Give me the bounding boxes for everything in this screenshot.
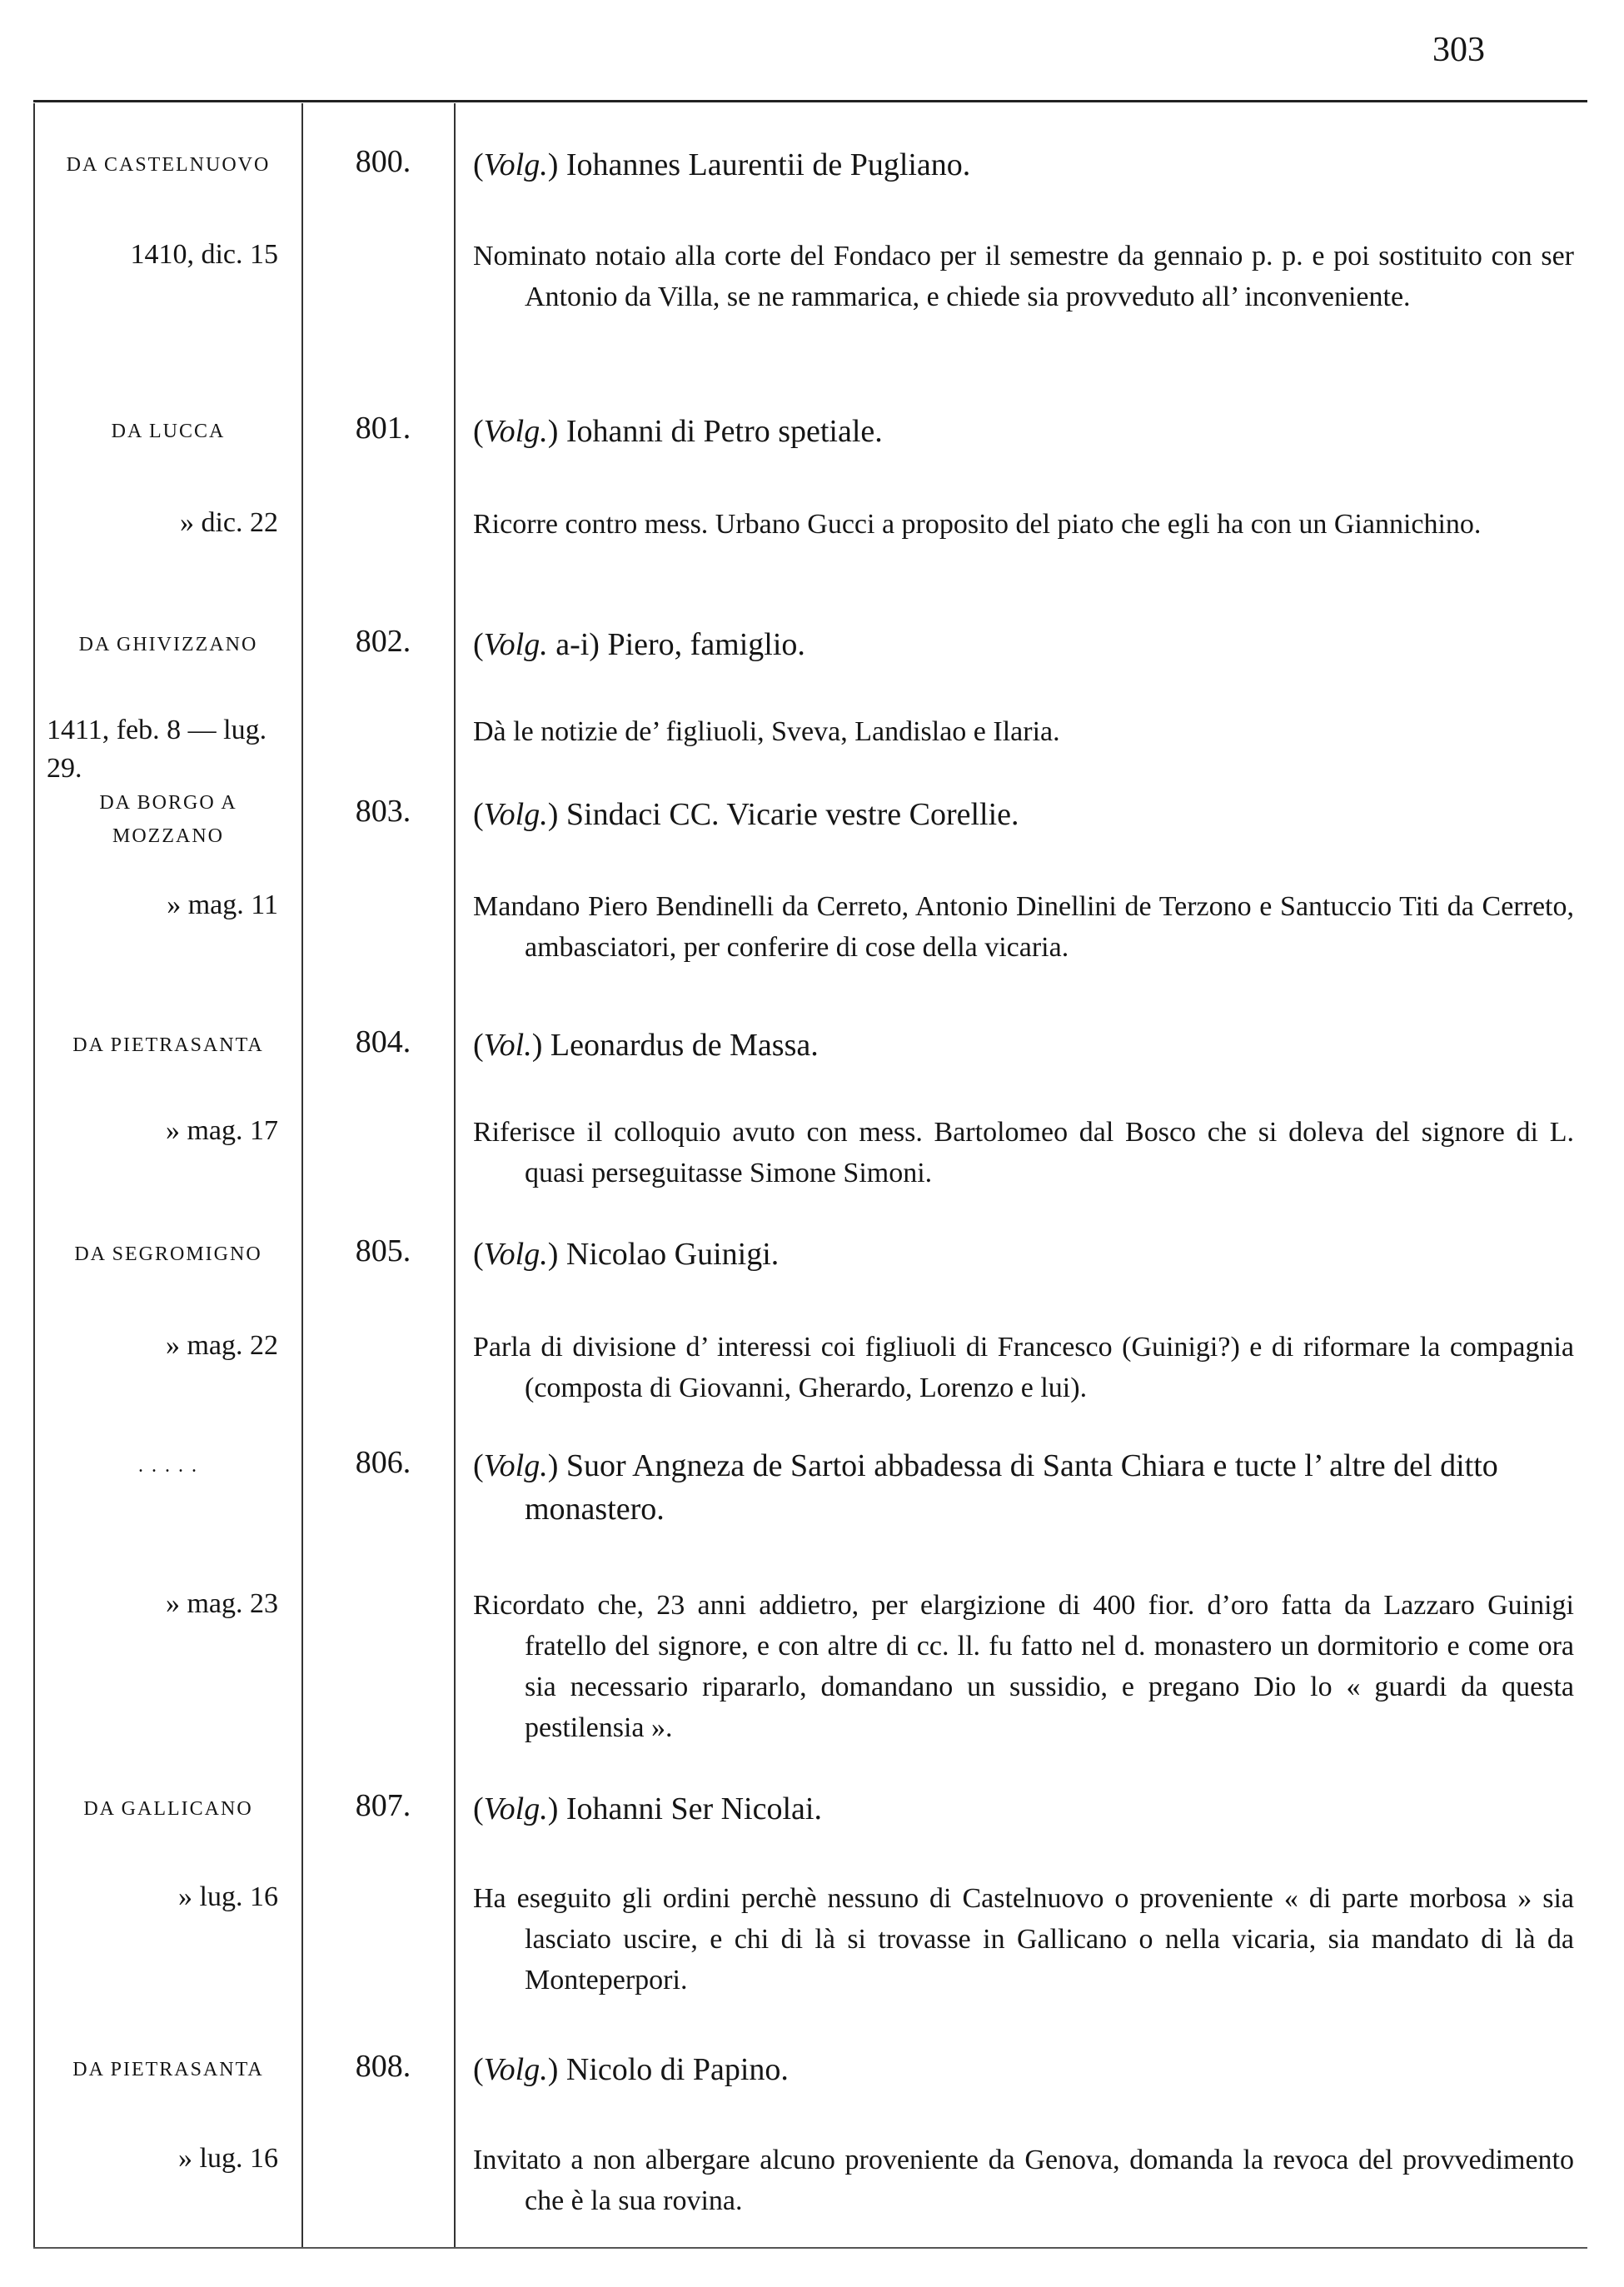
entry-number: 801. [355,411,411,446]
entry-summary: Invitato a non albergare alcuno proveniente da Genova, domanda la revoca del provvedimento che è la sua rovina. [473,2145,1574,2216]
entry-number: 806. [355,1445,411,1480]
left-border [33,103,35,2247]
sender-place: DA PIETRASANTA [72,1034,264,1056]
source-abbr: Vol. [483,1028,532,1063]
entry-number: 800. [355,144,411,179]
sender-place: DA PIETRASANTA [72,2059,264,2080]
source-abbr: Volg. [483,1448,548,1483]
column-divider-2 [454,103,456,2247]
sender-name: Leonardus de Massa. [550,1028,819,1063]
entry-summary: Mandano Piero Bendinelli da Cerreto, Antonio Dinellini de Terzono e Santuccio Titi da Cerreto, ambasciatori, per conferire di cose della vicaria. [473,891,1574,963]
page-number: 303 [1432,31,1485,69]
entry-date: » mag. 17 [165,1115,278,1146]
source-abbr: Volg. [483,1791,548,1826]
entry-summary: Ricorre contro mess. Urbano Gucci a proposito del piato che egli ha con un Giannichino. [473,509,1482,540]
entry-summary: Nominato notaio alla corte del Fondaco per il semestre da gennaio p. p. e poi sostituito con ser Antonio da Villa, se ne rammarica, e chiede sia provveduto all’ inconveniente. [473,241,1574,312]
sender-name: Suor Angneza de Sartoi abbadessa di Santa Chiara e tucte l’ altre del ditto monastero. [525,1448,1498,1527]
entry-heading: (Volg.) Sindaci CC. Vicarie vestre Corellie. [473,797,1019,832]
sender-place: DA LUCCA [111,421,226,442]
sender-place: DA GHIVIZZANO [78,634,258,655]
entry-heading: (Volg.) Nicolao Guinigi. [473,1237,780,1272]
source-extra: a-i [547,627,590,662]
entry-heading: (Volg.) Nicolo di Papino. [473,2052,789,2087]
entry-heading: (Volg.) Iohannes Laurentii de Pugliano. [473,147,971,182]
entry-date: » mag. 11 [167,889,278,920]
entry-date: 1411, feb. 8 — lug. 29. [47,715,267,784]
entry-date: 1410, dic. 15 [130,239,278,270]
entry-summary: Dà le notizie de’ figliuoli, Sveva, Landislao e Ilaria. [473,716,1060,747]
entry-heading: (Vol.) Leonardus de Massa. [473,1028,819,1063]
sender-name: Sindaci CC. Vicarie vestre Corellie. [565,797,1019,832]
sender-name: Iohanni Ser Nicolai. [565,1791,822,1826]
sender-place: DA SEGROMIGNO [74,1243,262,1265]
entry-number: 808. [355,2049,411,2084]
sender-place: DA CASTELNUOVO [66,154,271,176]
entry-number: 807. [355,1788,411,1823]
sender-place: DA BORGO A MOZZANO [99,792,237,847]
entry-summary: Parla di divisione d’ interessi coi figliuoli di Francesco (Guinigi?) e di riformare la compagnia (composta di Giovanni, Gherardo, Lorenzo e lui). [473,1332,1574,1403]
sender-name: Piero, famiglio. [607,627,805,662]
entry-date: » lug. 16 [178,2143,278,2174]
top-rule [33,100,1587,102]
source-abbr: Volg. [483,414,548,449]
sender-place: DA GALLICANO [83,1798,253,1820]
source-abbr: Volg. [483,797,548,832]
sender-name: Iohannes Laurentii de Pugliano. [565,147,971,182]
source-abbr: Volg. [483,2052,548,2087]
entry-heading: (Volg.) Suor Angneza de Sartoi abbadessa di Santa Chiara e tucte l’ altre del ditto monastero. [473,1448,1498,1527]
sender-name: Iohanni di Petro spetiale. [565,414,883,449]
entry-date: » mag. 22 [165,1330,278,1361]
entry-date: » dic. 22 [179,507,278,538]
entry-summary: Riferisce il colloquio avuto con mess. Bartolomeo dal Bosco che si doleva del signore di L. quasi perseguitasse Simone Simoni. [473,1117,1574,1188]
entry-number: 805. [355,1233,411,1268]
entry-number: 802. [355,624,411,659]
sender-place: . . . . . [138,1455,198,1477]
entry-number: 804. [355,1024,411,1059]
bottom-rule [33,2247,1587,2249]
source-abbr: Volg. [483,147,548,182]
entry-number: 803. [355,794,411,829]
source-abbr: Volg. [483,1237,548,1272]
entry-heading: (Volg.) Iohanni di Petro spetiale. [473,414,883,449]
entry-heading: (Volg.) Iohanni Ser Nicolai. [473,1791,822,1826]
entry-date: » lug. 16 [178,1881,278,1912]
source-abbr: Volg. [483,627,548,662]
sender-name: Nicolao Guinigi. [565,1237,780,1272]
entry-date: » mag. 23 [165,1588,278,1619]
entry-heading: (Volg. a-i) Piero, famiglio. [473,627,805,662]
entry-summary: Ha eseguito gli ordini perchè nessuno di Castelnuovo o proveniente « di parte morbosa » sia lasciato uscire, e chi di là si trovasse in Gallicano o nella vicaria, sia mandato di là da Monteperpori. [473,1883,1574,1996]
sender-name: Nicolo di Papino. [565,2052,789,2087]
entry-summary: Ricordato che, 23 anni addietro, per elargizione di 400 fior. d’oro fatta da Lazzaro Guinigi fratello del signore, e con altre di cc. ll. fu fatto nel d. monastero un dormitorio e come ora sia necessario ripararlo, domandano un sussidio, e pregano Dio lo « guardi da questa pestilensia ». [473,1590,1574,1743]
column-divider-1 [301,103,303,2247]
